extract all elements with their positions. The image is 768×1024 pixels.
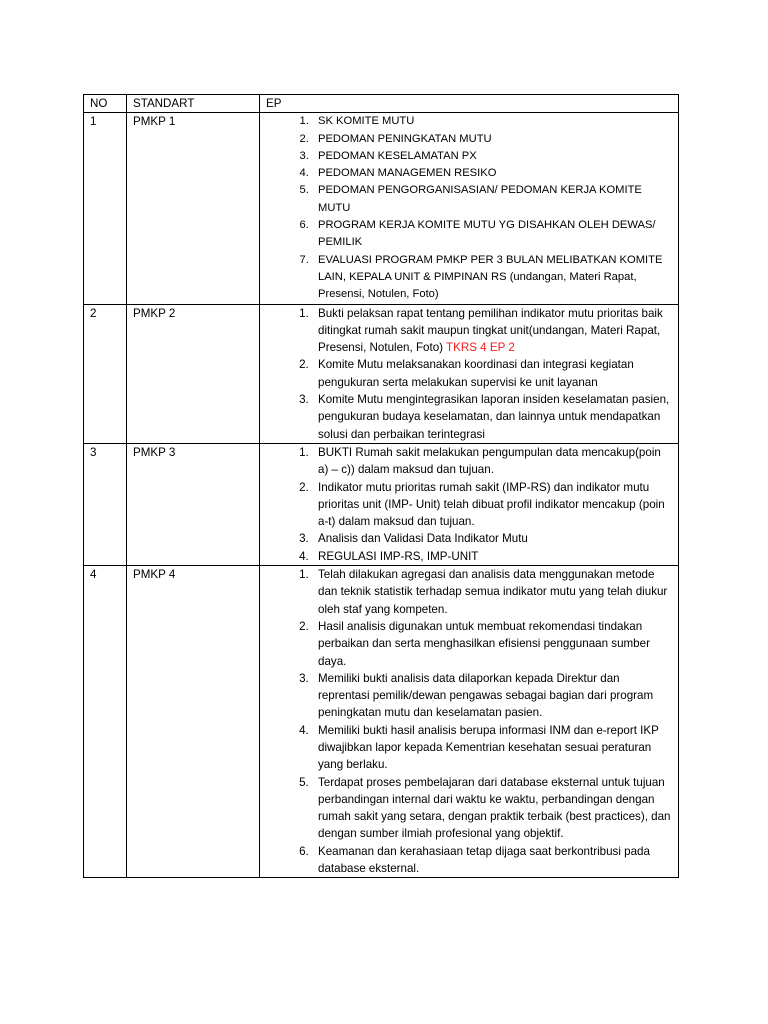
ep-list xyxy=(266,566,674,877)
header-standard: STANDART xyxy=(127,95,260,113)
row-ep-cell xyxy=(260,113,679,304)
row-number: 2 xyxy=(84,304,127,443)
ep-item: 5. Terdapat proses pembelajaran dari database eksternal untuk tujuan perbandingan internal dari waktu ke waktu, perbandingan dengan rumah sakit yang setara, dengan praktik terbaik (best practices), dan dengan sumber ilmiah profesional yang objektif. xyxy=(312,774,674,843)
table-row xyxy=(84,443,679,565)
ep-list xyxy=(266,305,674,443)
ep-item: 4. PEDOMAN MANAGEMEN RESIKO xyxy=(312,165,674,182)
row-standard: PMKP 4 xyxy=(127,566,260,878)
ep-item: 2. Hasil analisis digunakan untuk membuat rekomendasi tindakan perbaikan dan serta menghasilkan efisiensi penggunaan sumber daya. xyxy=(312,618,674,670)
ep-item: 3. Komite Mutu mengintegrasikan laporan insiden keselamatan pasien, pengukuran budaya keselamatan, dan lainnya untuk mendapatkan solusi dan perbaikan terintegrasi xyxy=(312,391,674,443)
ep-item: 1. Telah dilakukan agregasi dan analisis data menggunakan metode dan teknik statistik terhadap semua indikator mutu yang telah diukur oleh staf yang kompeten. xyxy=(312,566,674,618)
row-number: 3 xyxy=(84,443,127,565)
header-no: NO xyxy=(84,95,127,113)
ep-item: 6. Keamanan dan kerahasiaan tetap dijaga saat berkontribusi pada database eksternal. xyxy=(312,843,674,878)
ep-item: 6. PROGRAM KERJA KOMITE MUTU YG DISAHKAN OLEH DEWAS/ PEMILIK xyxy=(312,217,674,252)
row-number: 4 xyxy=(84,566,127,878)
ep-item xyxy=(312,305,674,357)
ep-item: 5. PEDOMAN PENGORGANISASIAN/ PEDOMAN KERJA KOMITE MUTU xyxy=(312,182,674,217)
table-row xyxy=(84,566,679,878)
table-row xyxy=(84,304,679,443)
ep-item: 2. Komite Mutu melaksanakan koordinasi dan integrasi kegiatan pengukuran serta melakukan supervisi ke unit layanan xyxy=(312,356,674,391)
ep-item: 1. BUKTI Rumah sakit melakukan pengumpulan data mencakup(poin a) – c)) dalam maksud dan tujuan. xyxy=(312,444,674,479)
ep-item: 2. Indikator mutu prioritas rumah sakit (IMP-RS) dan indikator mutu prioritas unit (IMP- Unit) telah dibuat profil indikator mencakup (poin a-t) dalam maksud dan tujuan. xyxy=(312,479,674,531)
ep-item: 7. EVALUASI PROGRAM PMKP PER 3 BULAN MELIBATKAN KOMITE LAIN, KEPALA UNIT & PIMPINAN RS (undangan, Materi Rapat, Presensi, Notulen, Foto) xyxy=(312,252,674,304)
row-standard: PMKP 2 xyxy=(127,304,260,443)
row-standard: PMKP 3 xyxy=(127,443,260,565)
ep-item: 1. SK KOMITE MUTU xyxy=(312,113,674,130)
standards-table xyxy=(83,94,679,878)
ep-item: 3. Analisis dan Validasi Data Indikator Mutu xyxy=(312,530,674,547)
table-header-row xyxy=(84,95,679,113)
ep-list xyxy=(266,444,674,565)
row-ep-cell xyxy=(260,304,679,443)
ep-item-text: Bukti pelaksan rapat tentang pemilihan indikator mutu prioritas baik ditingkat rumah sakit maupun tingkat unit(undangan, Materi Rapat, Presensi, Notulen, Foto) xyxy=(318,306,663,355)
ep-list xyxy=(266,113,674,303)
row-ep-cell xyxy=(260,443,679,565)
ep-item: 4. REGULASI IMP-RS, IMP-UNIT xyxy=(312,548,674,565)
ep-item: 4. Memiliki bukti hasil analisis berupa informasi INM dan e-report IKP diwajibkan lapor kepada Kementrian kesehatan sesuai peraturan yang berlaku. xyxy=(312,722,674,774)
ep-item: 3. Memiliki bukti analisis data dilaporkan kepada Direktur dan reprentasi pemilik/dewan pengawas sebagai bagian dari program peningkatan mutu dan keselamatan pasien. xyxy=(312,670,674,722)
ep-item: 3. PEDOMAN KESELAMATAN PX xyxy=(312,148,674,165)
ep-item: 2. PEDOMAN PENINGKATAN MUTU xyxy=(312,131,674,148)
row-standard: PMKP 1 xyxy=(127,113,260,304)
row-number: 1 xyxy=(84,113,127,304)
row-ep-cell xyxy=(260,566,679,878)
header-ep: EP xyxy=(260,95,679,113)
ep-item-reference: TKRS 4 EP 2 xyxy=(446,341,515,355)
table-row xyxy=(84,113,679,304)
